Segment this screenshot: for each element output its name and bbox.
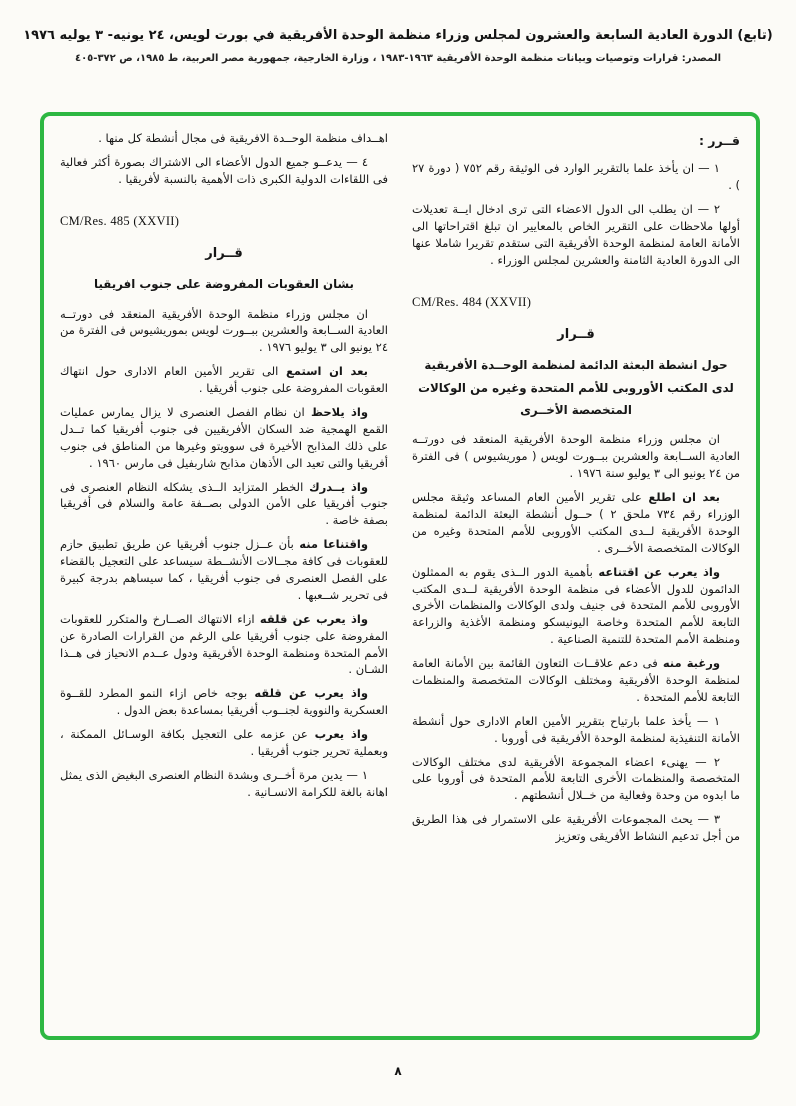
paragraph: بعد ان استمع الى تقرير الأمين العام الادارى حول انتهاك العقوبات المفروضة على جنوب أفريقيا . xyxy=(60,364,388,396)
paragraph: واقتناعا منه بأن عــزل جنوب أفريقيا عن طريق تطبيق حازم للعقوبات فى كافة مجــالات الأنشــطة سيساعد على التعجيل بالقضاء على الفصل العنصرى فى جنوب أفريقيا ، كما سيساهم بدرجة كبيرة فى تحرير شــعبها . xyxy=(60,537,388,602)
paragraph: ورغبة منه فى دعم علاقــات التعاون القائمة بين الأمانة العامة لمنظمة الوحدة الأفريقية ومختلف الوكالات المتخصصة والمنظمات التابعة للأمم المتحدة . xyxy=(412,656,740,704)
title: قــرار xyxy=(557,327,595,343)
column-right xyxy=(412,130,740,1022)
paragraph: واذ يعرب عن قلقه ازاء الانتهاك الصــارخ والمتكرر للعقوبات المفروضة على جنوب أفريقيا على الرغم من القرارات الصادرة عن الأمم المتحدة ومنظمة الوحدة الأفريقية ودول عــدم الانحياز فى هــذا الشـان . xyxy=(60,611,388,677)
paragraph: بعد ان اطلع على تقرير الأمين العام المساعد وثيقة مجلس الوزراء رقم ٧٣٤ ملحق ٢ ) حــول أنشطة البعثة الدائمة لمنظمة الوحدة الأفريقية لــدى المكتب الأوروبى للأمم المتحدة وغيره من الوكالات المتخصصة الأخــرى . xyxy=(412,490,740,555)
paragraph: ١ — يدين مرة أخــرى وبشدة النظام العنصرى البغيض الذى يمثل اهانة بالغة للكرامة الانسـانية . xyxy=(60,767,388,799)
paragraph: ٣ — يحث المجموعات الأفريقية على الاستمرار فى هذا الطريق من أجل تدعيم النشاط الأفريقى وتعزيز xyxy=(412,812,740,844)
paragraph-cont: اهــداف منظمة الوحــدة الافريقية فى مجال أنشطة كل منها . xyxy=(98,131,388,145)
paragraph-bold-lead: ورغبة منه xyxy=(657,656,720,671)
paragraph-bold-lead: بعد ان استمع xyxy=(278,364,368,379)
paragraph: ان مجلس وزراء منظمة الوحدة الأفريقية المنعقد فى دورتــه العادية الســابعة والعشرين ببــورت لويس ( موريشيوس ) فى الفترة من ٢٤ يونيو الى ٣ يوليو سنة ١٩٧٦ . xyxy=(412,432,740,481)
paragraph: ٢ — ان يطلب الى الدول الاعضاء التى ترى ادخال ايــة تعديلات أولها ملاحظات على التقرير الخاص بالمعايير ان تبلغ اقتراحاتها الى الأمانة العامة لمنظمة الوحدة الأفريقية التى ستقدم تقريرا شاملا عنها الى الدورة العادية الثامنة والعشرين لمجلس الوزراء . xyxy=(412,202,740,267)
paragraph: ٢ — يهنىء اعضاء المجموعة الأفريقية لدى مختلف الوكالات المتخصصة والمنظمات الأخرى التابعة للأمم المتحدة فى أوروبا على ما ابدوه من وحدة وفعالية من خــلال أنشطتهم . xyxy=(412,754,740,803)
paragraph: واذ يــدرك الخطر المتزايد الــذى يشكله النظام العنصرى فى جنوب أفريقيا على الأمن الدولى بصــفة عامة والسلام فى أفريقيا بصفة خاصة . xyxy=(60,479,388,528)
subtitle: حول انشطة البعثة الدائمة لمنظمة الوحــدة الأفريقية لدى المكتب الأوروبى للأمم المتحدة وغيره من الوكالات المتخصصة الأخــرى xyxy=(418,358,734,418)
content-border-box xyxy=(40,112,760,1040)
paragraph: ١ — ان يأخذ علما بالتقرير الوارد فى الوثيقة رقم ٧٥٢ ( دورة ٢٧ ) . xyxy=(412,161,740,193)
paragraph: ١ — يأخذ علما بارتياح بتقرير الأمين العام الادارى حول أنشطة الأمانة التنفيذية لمنظمة الوحدة الأفريقية فى أوروبا . xyxy=(412,713,740,745)
title: قــرار xyxy=(205,246,243,262)
paragraph-bold-lead: واذ يعرب عن قلقه xyxy=(247,686,368,701)
subtitle: بشان العقوبات المفروضة على جنوب افريقيا xyxy=(94,277,354,292)
paragraph: واذ يعرب عن عزمه على التعجيل بكافة الوسـائل الممكنة ، وبعملية تحرير جنوب أفريقيا . xyxy=(60,727,388,759)
header-source-line: المصدر: قرارات وتوصيات وبيانات منظمة الوحدة الأفريقية ١٩٦٣-١٩٨٣ ، وزارة الخارجية، جمهورية مصر العربية، ط ١٩٨٥، ص ٣٧٢-٤٠٥ xyxy=(74,52,722,64)
paragraph: واذ يعرب عن اقتناعه بأهمية الدور الــذى يقوم به الممثلون الدائمون للدول الأعضاء فى منظمة الوحدة الأفريقية لــدى المكتب الأوروبى للأمم المتحدة فى جنيف ولدى الوكالات والمنظمات الأخرى التابعة للأمم المتحدة وخاصة اليونيسكو ومنظمة الأغذية والزراعة ومنظمة الأمم المتحدة للتنمية الصناعية . xyxy=(412,564,740,647)
paragraph-bold-lead: واذ يلاحظ xyxy=(304,405,368,420)
paragraph-bold-lead: واذ يعرب xyxy=(307,727,368,742)
paragraph-bold-lead: واذ يــدرك xyxy=(303,479,368,494)
page-number: ٨ xyxy=(394,1064,402,1078)
page-header xyxy=(0,0,796,66)
decree-heading: قــرر : xyxy=(698,133,740,148)
paragraph: واذ يعرب عن قلقه بوجه خاص ازاء النمو المطرد للقــوة العسكرية والنووية لجنــوب أفريقيا بمساعدة بعض الدول . xyxy=(60,686,388,718)
column-left xyxy=(60,130,388,1022)
paragraph: ان مجلس وزراء منظمة الوحدة الأفريقية المنعقد فى دورتــه العادية الســابعة والعشرين ببــورت لويس بموريشيوس فى الفترة من ٢٤ يونيو الى ٣ يوليو ١٩٧٦ . xyxy=(60,306,388,355)
res-ref: CM/Res. 484 (XXVII) xyxy=(412,294,532,309)
paragraph-bold-lead: واقتناعا منه xyxy=(293,537,368,552)
res-ref: CM/Res. 485 (XXVII) xyxy=(60,213,180,228)
paragraph: ٤ — يدعــو جميع الدول الأعضاء الى الاشتراك بصورة أكثر فعالية فى اللقاءات الدولية الكبرى ذات الأهمية بالنسبة لأفريقيا . xyxy=(60,154,388,186)
paragraph-bold-lead: واذ يعرب عن قلقه xyxy=(254,611,368,626)
paragraph-bold-lead: واذ يعرب عن اقتناعه xyxy=(592,564,720,579)
header-title-line: (تابع) الدورة العادية السابعة والعشرون لمجلس وزراء منظمة الوحدة الأفريقية في بورت لويس، ٢٤ يونيه- ٣ يوليه ١٩٧٦ xyxy=(23,28,773,43)
paragraph-bold-lead: بعد ان اطلع xyxy=(641,490,721,505)
paragraph: واذ يلاحظ ان نظام الفصل العنصرى لا يزال يمارس عمليات القمع الهمجية ضد السكان الأفريقيين فى جنوب أفريقيا كما تــدل على ذلك المذابح الأخيرة فى سوويتو وغيرها من المناطق فى جنوب أفريقيا والتى تعيد الى الأذهان مذابح شاربفيل فى مارس ١٩٦٠ . xyxy=(60,405,388,470)
